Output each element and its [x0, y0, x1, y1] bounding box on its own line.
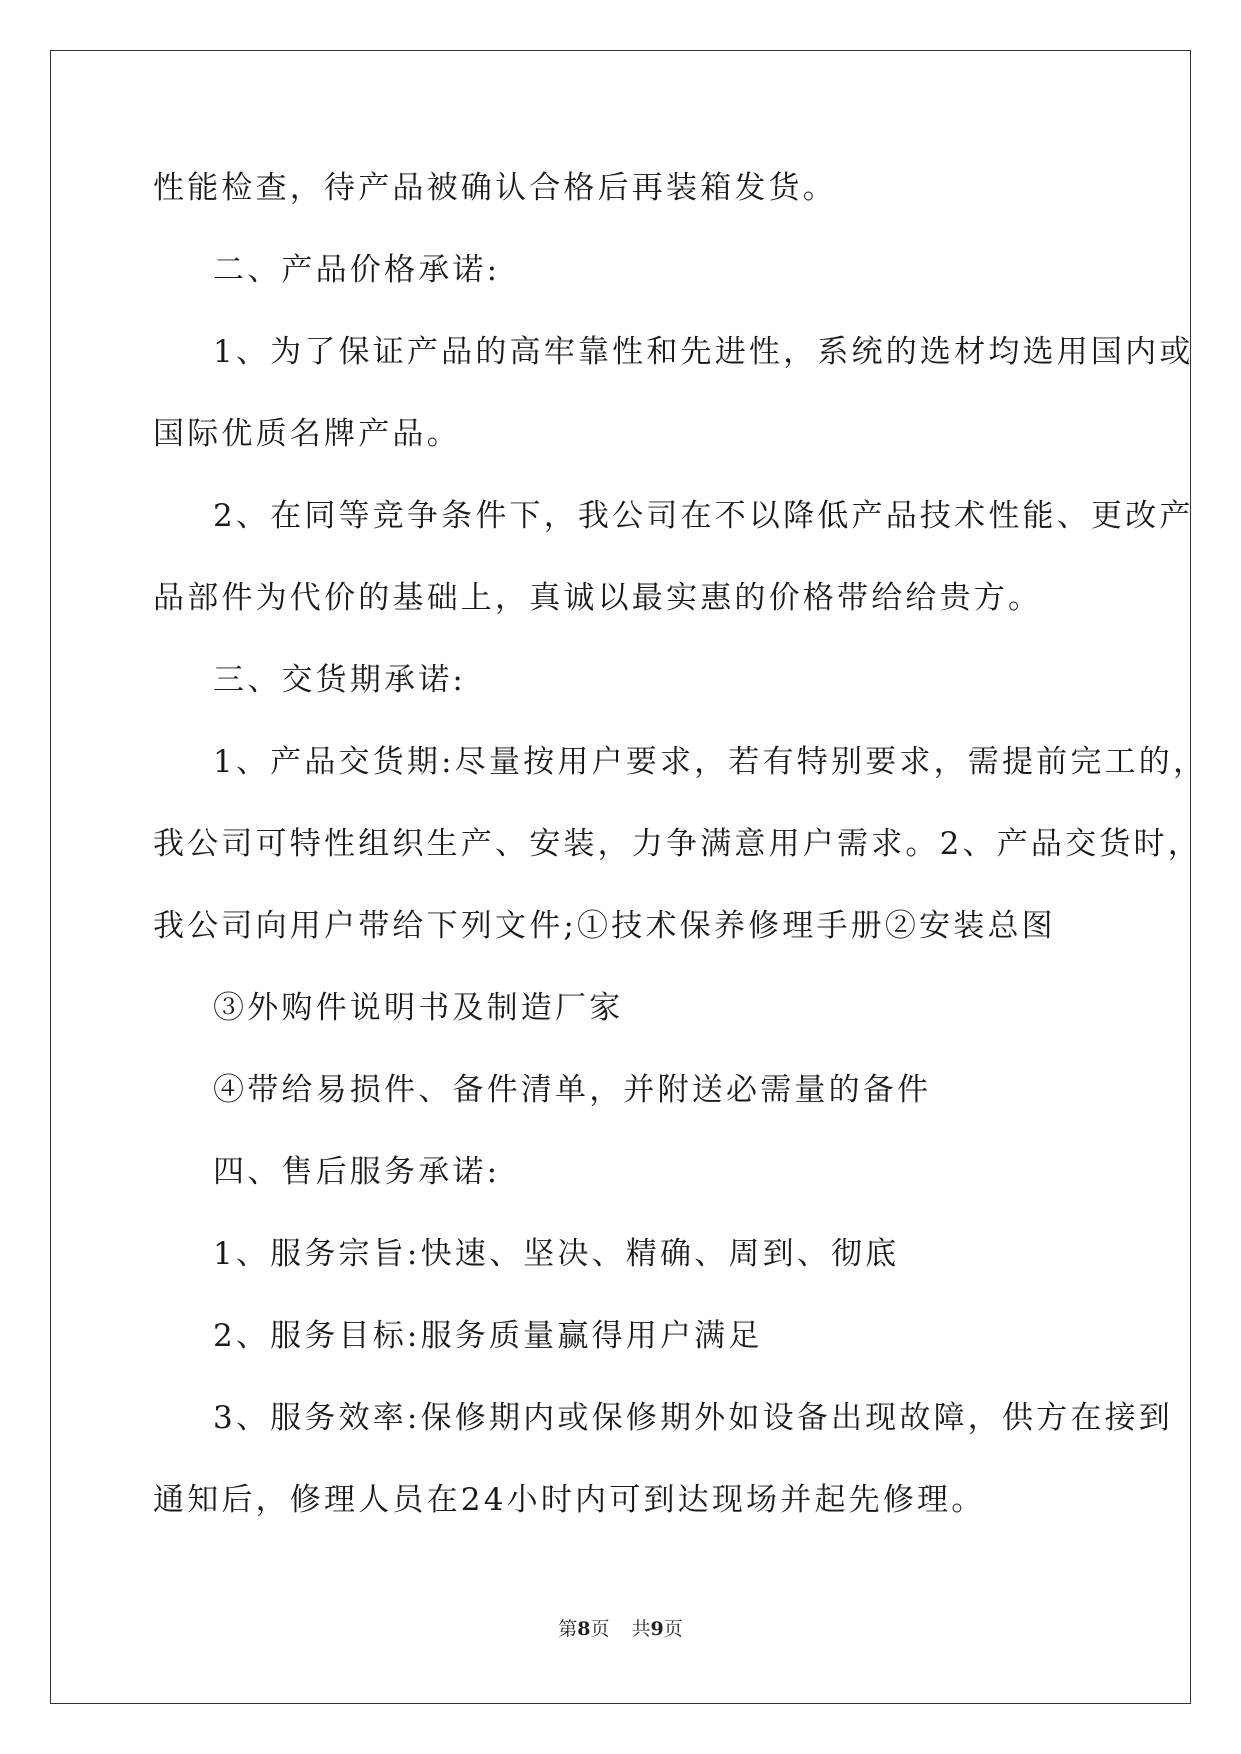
page-footer: [0, 1617, 1241, 1641]
paragraph-line: 我公司可特性组织生产、安装，力争满意用户需求。2、产品交货时，: [153, 826, 1202, 862]
paragraph-line: 1、服务宗旨:快速、坚决、精确、周到、彻底: [213, 1236, 900, 1272]
current-page-number: 8: [577, 1618, 591, 1640]
paragraph-line: 1、产品交货期:尽量按用户要求，若有特别要求，需提前完工的，: [213, 744, 1208, 780]
page-suffix: 页: [590, 1618, 610, 1640]
page-border: [50, 50, 1191, 1704]
paragraph-line: 国际优质名牌产品。: [153, 416, 461, 452]
total-prefix: 共: [631, 1618, 651, 1640]
page-prefix: 第: [558, 1618, 578, 1640]
total-suffix: 页: [663, 1618, 683, 1640]
paragraph-line: 2、在同等竞争条件下，我公司在不以降低产品技术性能、更改产: [213, 498, 1194, 534]
paragraph-line: 2、服务目标:服务质量赢得用户满足: [213, 1318, 763, 1354]
paragraph-line: 3、服务效率:保修期内或保修期外如设备出现故障，供方在接到: [213, 1400, 1173, 1436]
paragraph-line: ④带给易损件、备件清单，并附送必需量的备件: [213, 1072, 932, 1108]
paragraph-line: 我公司向用户带给下列文件;①技术保养修理手册②安装总图: [153, 908, 1056, 944]
section-heading: 二、产品价格承诺:: [213, 252, 501, 288]
paragraph-line: 性能检查，待产品被确认合格后再装箱发货。: [153, 170, 837, 206]
paragraph-line: 品部件为代价的基础上，真诚以最实惠的价格带给给贵方。: [153, 580, 1043, 616]
total-pages-number: 9: [650, 1618, 664, 1640]
section-heading: 三、交货期承诺:: [213, 662, 467, 698]
paragraph-line: 通知后，修理人员在24小时内可到达现场并起先修理。: [153, 1482, 986, 1518]
section-heading: 四、售后服务承诺:: [213, 1154, 501, 1190]
paragraph-line: 1、为了保证产品的高牢靠性和先进性，系统的选材均选用国内或: [213, 334, 1194, 370]
paragraph-line: ③外购件说明书及制造厂家: [213, 990, 624, 1026]
